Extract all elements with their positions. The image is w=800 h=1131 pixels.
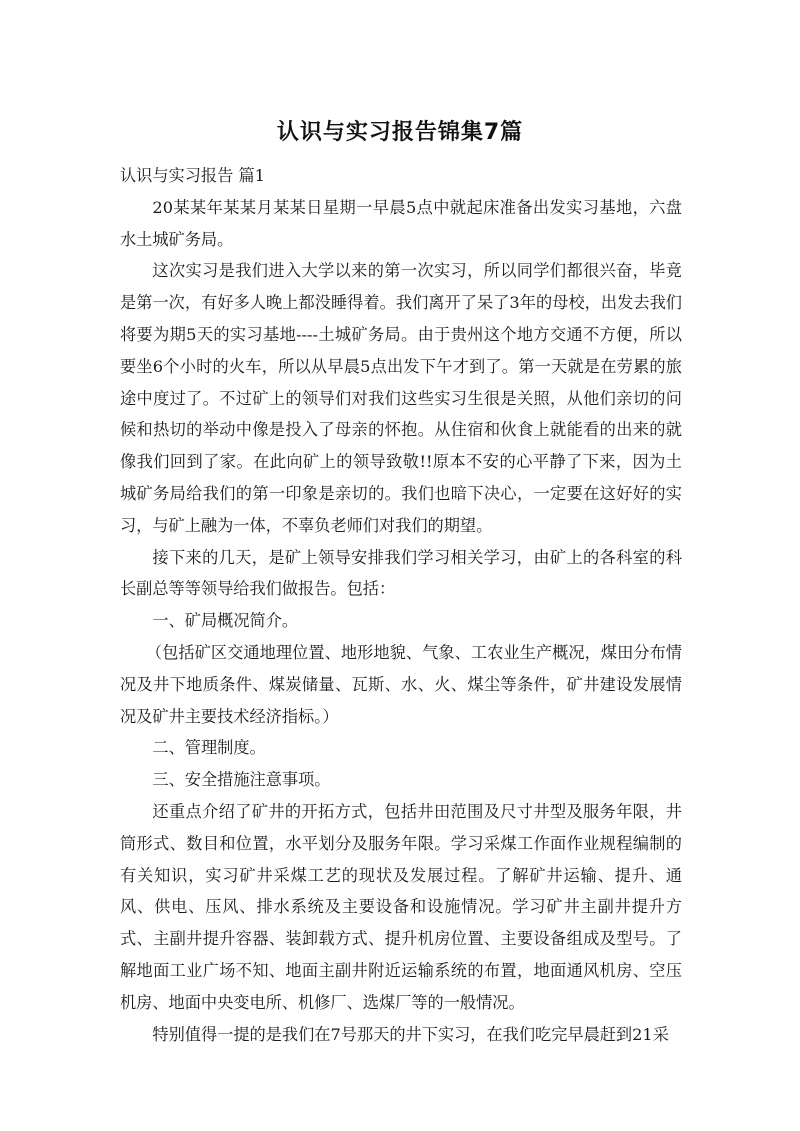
- document-body: [120, 160, 682, 1050]
- paragraph-overview-details: （包括矿区交通地理位置、地形地貌、气象、工农业生产概况，煤田分布情况及井下地质条件、煤炭储量、瓦斯、水、火、煤尘等条件，矿井建设发展情况及矿井主要技术经济指标。）: [120, 642, 682, 726]
- document-title: 认识与实习报告锦集7篇: [276, 120, 524, 145]
- paragraph-underground-practice: 特别值得一提的是我们在7号那天的井下实习，在我们吃完早晨赶到21采: [152, 1024, 669, 1044]
- list-item-safety-measures: 三、安全措施注意事项。: [152, 770, 331, 790]
- paragraph-following-days: 接下来的几天，是矿上领导安排我们学习相关学习，由矿上的各科室的科长副总等等领导给我们做报告。包括：: [120, 547, 682, 599]
- list-item-management-system: 二、管理制度。: [152, 738, 266, 758]
- paragraph-first-internship: 这次实习是我们进入大学以来的第一次实习，所以同学们都很兴奋，毕竟是第一次，有好多人晚上都没睡得着。我们离开了呆了3年的母校，出发去我们将要为期5天的实习基地----土城矿务局。由于贵州这个地方交通不方便，所以要坐6个小时的火车，所以从早晨5点出发下午才到了。第一天就是在劳累的旅途中度过了。不过矿上的领导们对我们这些实习生很是关照，从他们亲切的问候和热切的举动中像是投入了母亲的怀抱。从住宿和伙食上就能看的出来的就像我们回到了家。在此向矿上的领导致敬!!原本不安的心平静了下来，因为土城矿务局给我们的第一印象是亲切的。我们也暗下决心，一定要在这好好的实习，与矿上融为一体，不辜负老师们对我们的期望。: [120, 261, 682, 535]
- paragraph-departure: 20某某年某某月某某日星期一早晨5点中就起床准备出发实习基地，六盘水土城矿务局。: [120, 197, 682, 249]
- section-heading: 认识与实习报告 篇1: [120, 166, 265, 185]
- paragraph-development-methods: 还重点介绍了矿井的开拓方式，包括井田范围及尺寸井型及服务年限，井筒形式、数目和位置，水平划分及服务年限。学习采煤工作面作业规程编制的有关知识，实习矿井采煤工艺的现状及发展过程。了解矿井运输、提升、通风、供电、压风、排水系统及主要设备和设施情况。学习矿井主副井提升方式、主副井提升容器、装卸载方式、提升机房位置、主要设备组成及型号。了解地面工业广场不知、地面主副井附近运输系统的布置，地面通风机房、空压机房、地面中央变电所、机修厂、选煤厂等的一般情况。: [120, 801, 682, 1012]
- list-item-mine-overview: 一、矿局概况简介。: [152, 611, 299, 631]
